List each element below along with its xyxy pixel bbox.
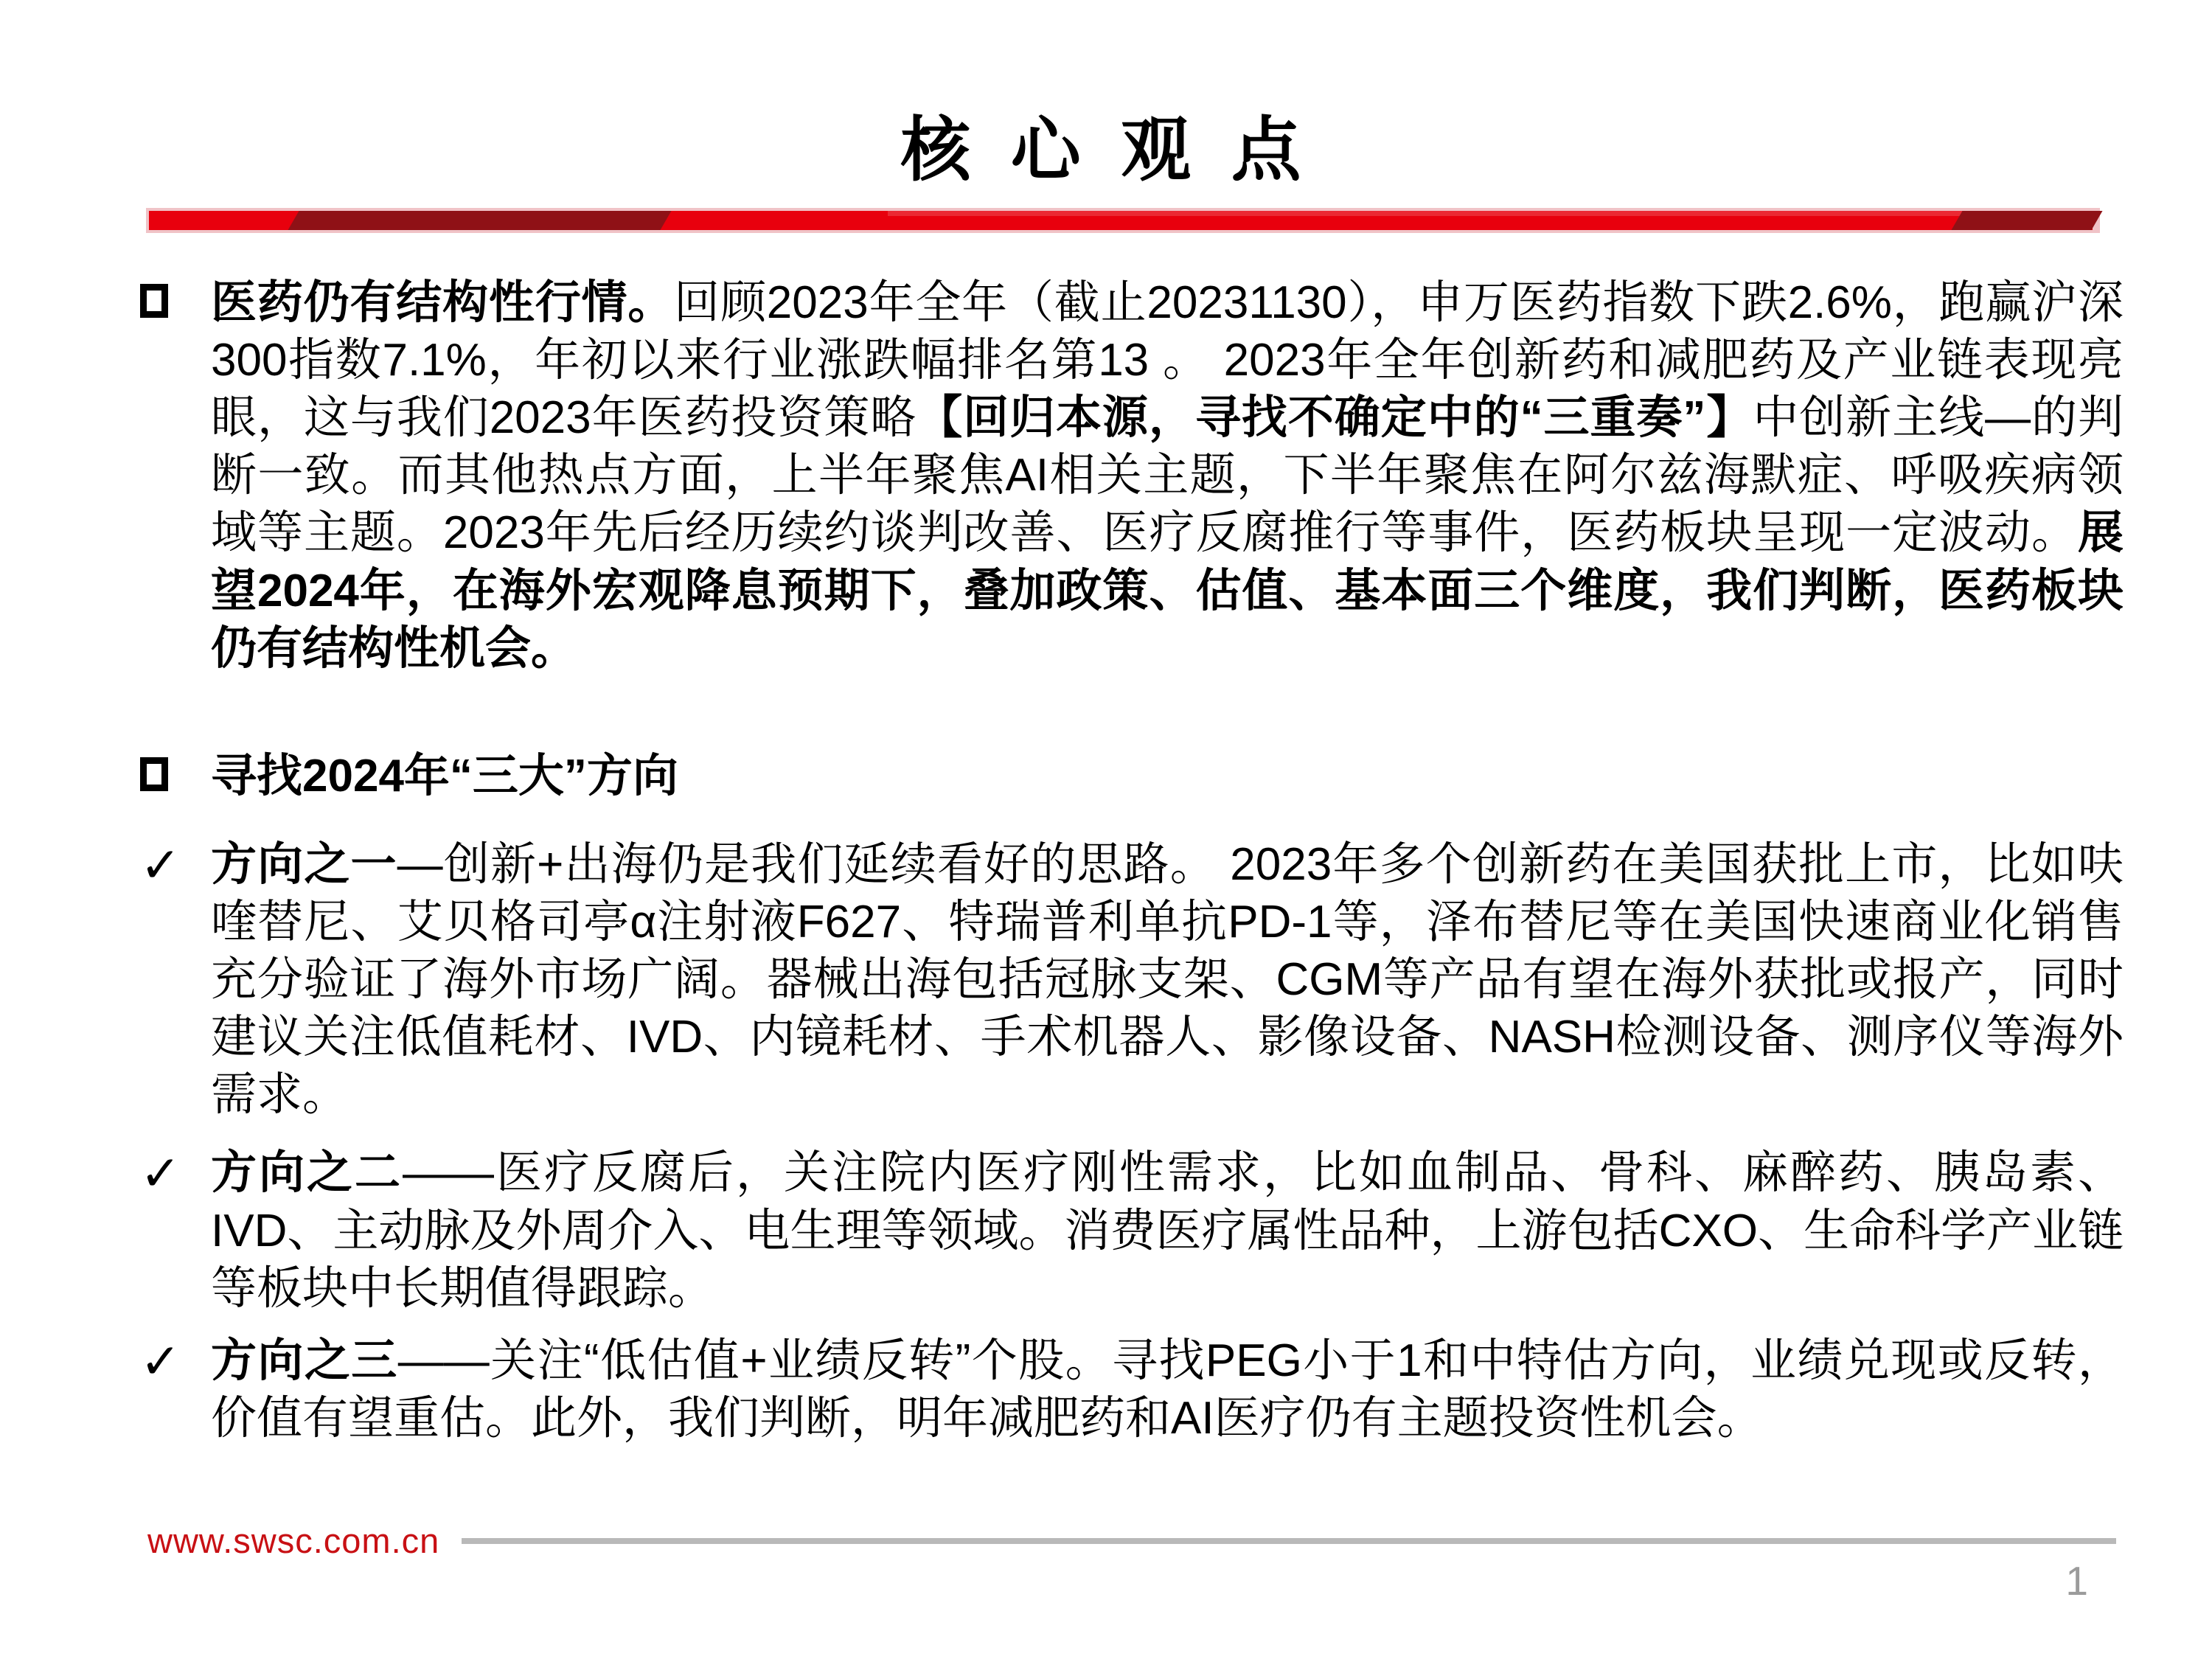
check-icon: ✓ (140, 837, 181, 892)
key-point-section (140, 274, 2124, 678)
direction-2-paragraph: 方向之二——医疗反腐后，关注院内医疗刚性需求，比如血制品、骨科、麻醉药、胰岛素、IVD、主动脉及外周介入、电生理等领域。消费医疗属性品种，上游包括CXO、生命科学产业链等板块中长期值得跟踪。 (211, 1147, 2124, 1314)
page-number: 1 (2065, 1558, 2088, 1604)
footer-divider-line (462, 1538, 2116, 1544)
direction-3-paragraph: 方向之三——关注“低估值+业绩反转”个股。寻找PEG小于1和中特估方向，业绩兑现或反转，价值有望重估。此外，我们判断，明年减肥药和AI医疗仍有主题投资性机会。 (211, 1335, 2124, 1444)
page-title: 核 心 观 点 (900, 111, 1312, 189)
divider-dark-segment-right (1951, 211, 2102, 230)
bullet-marker (140, 1332, 211, 1447)
footer-url-link[interactable]: www.swsc.com.cn (147, 1521, 440, 1560)
direction-1-paragraph: 方向之一—创新+出海仍是我们延续看好的思路。 2023年多个创新药在美国获批上市，比如呋喹替尼、艾贝格司亭α注射液F627、特瑞普利单抗PD-1等，泽布替尼等在美国快速商业化销售充分验证了海外市场广阔。器械出海包括冠脉支架、CGM等产品有望在海外获批或报产，同时建议关注低值耗材、IVD、内镜耗材、手术机器人、影像设备、NASH检测设备、测序仪等海外需求。 (211, 838, 2124, 1121)
bullet-marker (140, 1144, 211, 1317)
footer (147, 1520, 2116, 1561)
direction-3-section (140, 1332, 2124, 1447)
direction-1-section (140, 836, 2124, 1124)
bullet-marker (140, 274, 211, 678)
square-bullet-icon (140, 284, 168, 318)
title-divider-bar (146, 208, 2100, 233)
square-bullet-icon (140, 757, 168, 791)
direction-2-section (140, 1144, 2124, 1317)
directions-heading: 寻找2024年“三大”方向 (211, 750, 678, 801)
check-icon: ✓ (140, 1146, 181, 1201)
bullet-marker (140, 836, 211, 1124)
check-icon: ✓ (140, 1333, 181, 1388)
slide-body (140, 274, 2124, 1447)
divider-dark-segment-left (288, 211, 671, 230)
bullet-marker (140, 748, 211, 805)
key-point-paragraph: 医药仍有结构性行情。回顾2023年全年（截止20231130），申万医药指数下跌2.6%，跑赢沪深300指数7.1%，年初以来行业涨跌幅排名第13 。 2023年全年创新药和减肥药及产业链表现亮眼，这与我们2023年医药投资策略【回归本源，寻找不确定中的“三重奏”】中创新主线—的判断一致。而其他热点方面，上半年聚焦AI相关主题，下半年聚焦在阿尔兹海默症、呼吸疾病领域等主题。2023年先后经历续约谈判改善、医疗反腐推行等事件，医药板块呈现一定波动。展望2024年，在海外宏观降息预期下，叠加政策、估值、基本面三个维度，我们判断，医药板块仍有结构性机会。 (211, 277, 2124, 674)
directions-heading-section (140, 748, 2124, 805)
